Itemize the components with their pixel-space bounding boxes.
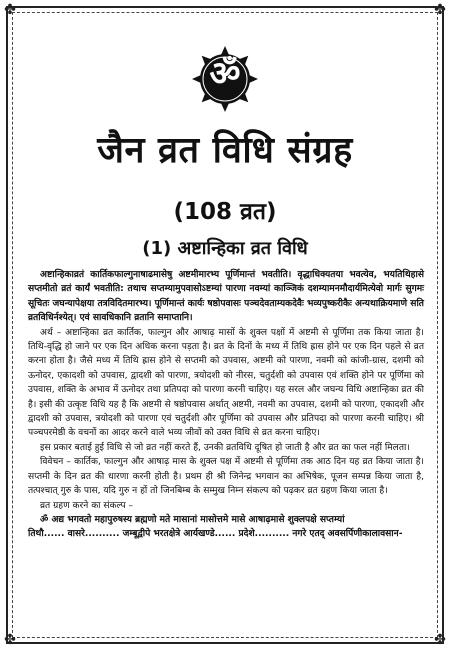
- meaning-paragraph: अर्थ – अष्टान्हिका व्रत कार्तिक, फाल्गुन और आषाढ़ मासों के शुक्ल पक्षों में अष्टमी से पूर्णिमा तक किया जाता है। तिथि-वृद्धि हो जाने पर एक दिन अधिक करना पड़ता है। व्रत के दिनों के मध्य में तिथि ह्रास होने पर एक दिन पहले से व्रत करना होता है। जैसे मध्य में तिथि ह्रास होने से सप्तमी को उपवास, अष्टमी को पारणा, नवमी को कांजी-ग्रास, दशमी को ऊनोदर, एकादशी को उपवास, द्वादशी को पारणा, त्रयोदशी को नीरस, चतुर्दशी को उपवास एवं शक्ति होने पर पूर्णिमा को उपवास, शक्ति के अभाव में ऊनोदर तथा प्रतिपदा को पारणा करनी चाहिए। यह सरल और जघन्य विधि अष्टान्हिका व्रत की है। इसी की उत्कृष्ट विधि यह है कि अष्टमी से षष्ठोपवास अर्थात् अष्टमी, नवमी का उपवास, दशमी को पारणा, एकादशी और द्वादशी को उपवास, त्रयोदशी को पारणा एवं चतुर्दशी और पूर्णिमा को उपवास और प्रतिपदा को पारणा करनी चाहिए। श्री पञ्चपरमेष्ठी के वचनों का आदर करने वाले भव्य जीवों को उक्त विधि से व्रत करना चाहिए।: [28, 327, 424, 439]
- sankalpa-line: तिथौ...... वासरे.......... जम्बूद्वीपे भरतक्षेत्रे आर्यखण्डे...... प्रदेशे.......... नगरे एतद् अवसर्पिणीकालावसान-: [28, 529, 403, 540]
- sanskrit-paragraph: अष्टान्हिकाव्रतं कार्तिकफाल्गुनाषाढमासेषु अष्टमीमारभ्य पूर्णिमान्तं भवतीति। वृद्धाधिक्यतया भवत्येव, भयतिथिहासे सप्तमीतो व्रतं कार्यं भवतीति: तथाच सप्तम्यामुपवासोऽष्टम्यां पारणा नवम्यां काञ्जिकं दशम्यामनमौदार्यमित्येवो मार्गः सुगमः सूचितः जघन्यापेक्षया तत्रविदितमारभ्य। पूर्णिमान्तं कार्यः षष्ठोपवासः पञ्चदेवताम्यकदेवैः भव्यपुष्करीकैः अन्यथाक्रियमाणे सति व्रतविधिर्नश्येत्। एवं सावधिकानि व्रतानि समाप्तानि।: [28, 270, 424, 324]
- om-symbol: ॐ: [209, 54, 241, 94]
- sankalpa-line: ॐ अद्य भगवतो महापुरुषस्य ब्रह्मणो मते मासानां मासोत्तमे मासे आषाढ़मासे शुक्लपक्षे सप्तम्यां: [40, 514, 345, 525]
- sankalpa-heading: व्रत ग्रहण करने का संकल्प –: [40, 500, 134, 511]
- corner-ornament-icon: ✤: [434, 632, 446, 648]
- commentary-paragraph: विवेचन – कार्तिक, फाल्गुन और आषाढ़ मास के शुक्ल पक्ष में अष्टमी से पूर्णिमा तक आठ दिन यह व्रत किया जाता है। सप्तमी के दिन व्रत की धारणा करनी होती है। प्रथम ही श्री जिनेन्द्र भगवान का अभिषेक, पूजन सम्पन्न किया जाता है, तत्पश्चात् गुरु के पास, यदि गुरु न हों तो जिनबिम्ब के सम्मुख निम्न संकल्प को पढ़कर व्रत ग्रहण किया जाता है।: [28, 457, 424, 497]
- body-text: [28, 268, 424, 542]
- corner-ornament-icon: ✤: [434, 2, 446, 18]
- om-seal-icon: [192, 46, 258, 112]
- corner-ornament-icon: ✤: [4, 2, 16, 18]
- corner-ornament-icon: ✤: [4, 632, 16, 648]
- section-heading: (1) अष्टान्हिका व्रत विधि: [142, 238, 308, 259]
- document-subtitle: (108 व्रत): [173, 199, 277, 225]
- note-paragraph: इस प्रकार बताई हुई विधि से जो व्रत नहीं करते हैं, उनकी व्रतविधि दूषित हो जाती है और व्रत का फल नहीं मिलता।: [40, 442, 410, 453]
- document-title: जैन व्रत विधि संग्रह: [97, 129, 353, 171]
